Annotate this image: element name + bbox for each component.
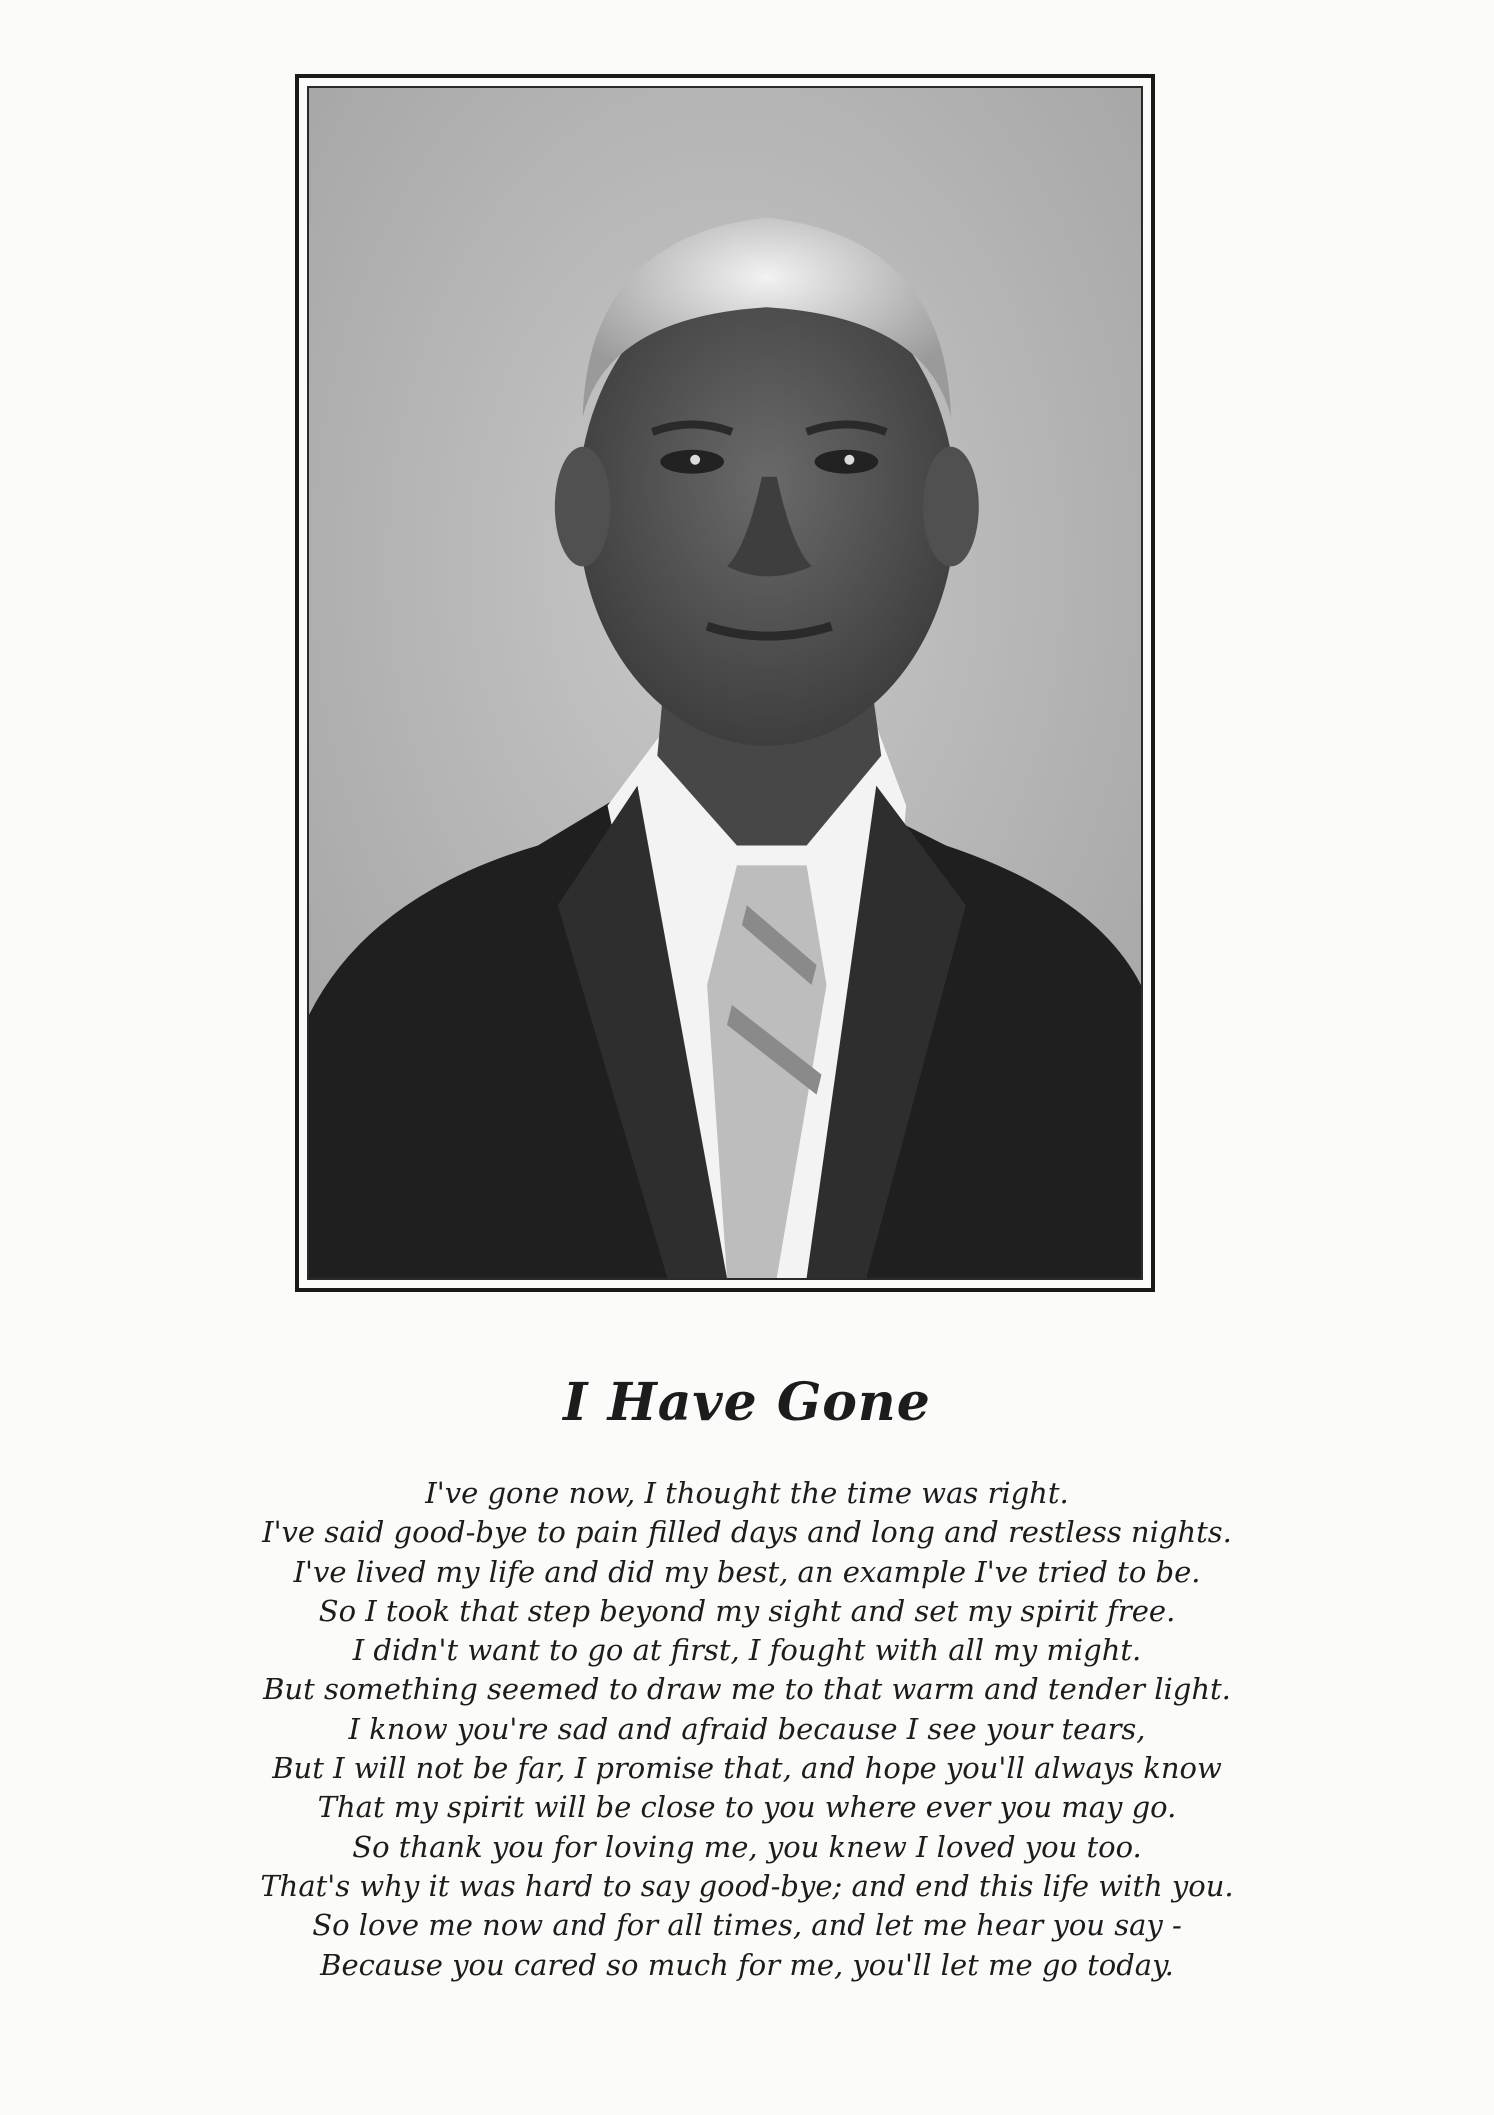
poem-line: That's why it was hard to say good-bye; and end this life with you. <box>260 1868 1234 1903</box>
poem-title: I Have Gone <box>563 1372 931 1433</box>
poem-line: I've said good-bye to pain filled days and long and restless nights. <box>262 1515 1232 1550</box>
poem-line: I've lived my life and did my best, an example I've tried to be. <box>293 1554 1201 1589</box>
poem-body <box>0 1474 1494 1985</box>
poem-line: I've gone now, I thought the time was right. <box>425 1476 1069 1510</box>
portrait-frame <box>295 74 1155 1292</box>
poem-line: But I will not be far, I promise that, and hope you'll always know <box>272 1751 1222 1786</box>
poem-line: That my spirit will be close to you where ever you may go. <box>317 1790 1177 1825</box>
poem-line: I didn't want to go at first, I fought with all my might. <box>352 1633 1142 1668</box>
poem-line: So love me now and for all times, and let me hear you say - <box>312 1908 1182 1943</box>
poem-line: I know you're sad and afraid because I see your tears, <box>348 1711 1146 1746</box>
poem-line: But something seemed to draw me to that warm and tender light. <box>263 1672 1231 1707</box>
poem-line: Because you cared so much for me, you'll let me go today. <box>320 1947 1174 1982</box>
poem-line: So I took that step beyond my sight and set my spirit free. <box>318 1593 1176 1628</box>
portrait-photo-image <box>309 88 1141 1278</box>
poem-line: So thank you for loving me, you knew I loved you too. <box>352 1829 1142 1864</box>
portrait-photo <box>307 86 1143 1280</box>
